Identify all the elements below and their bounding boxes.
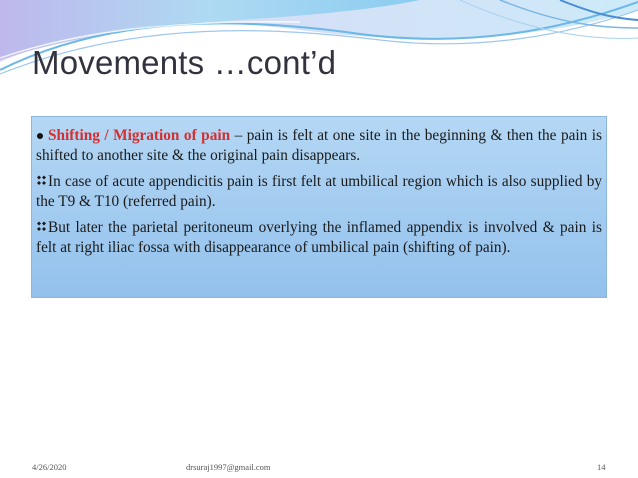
bullet-point-3 <box>36 218 602 258</box>
bullet-point-2 <box>36 172 602 212</box>
footer-date: 4/26/2020 <box>32 462 67 472</box>
slide-title: Movements …cont’d <box>32 44 337 81</box>
bullet-3-text: But later the parietal peritoneum overlying the inflamed appendix is involved & pain is felt at right iliac fossa with disappearance of umbilical pain (shifting of pain). <box>36 219 602 256</box>
footer-email: drsuraj1997@gmail.com <box>186 462 271 472</box>
bullet-1-text: – pain is felt at one site in the beginning & then the pain is shifted to another site & the original pain disappears. <box>36 127 603 164</box>
slide-number: 14 <box>597 462 606 472</box>
bullet-2-text: In case of acute appendicitis pain is first felt at umbilical region which is also supplied by the T9 & T10 (referred pain). <box>36 173 602 210</box>
bullet-1-lead: Shifting / Migration of pain <box>48 127 231 144</box>
bullet-point-1 <box>36 126 602 166</box>
